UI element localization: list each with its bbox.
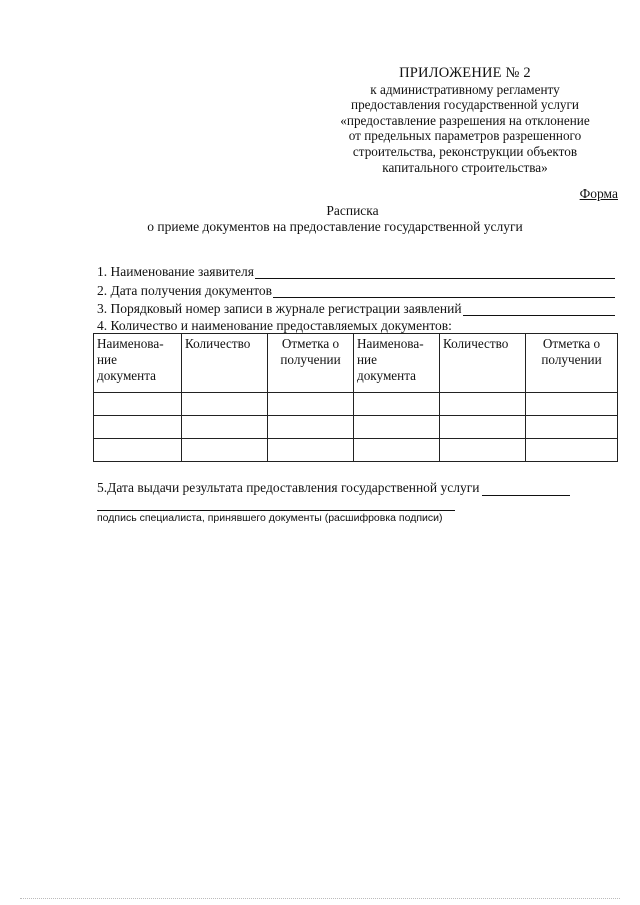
table-cell[interactable] [440, 439, 526, 462]
column-header: Наименова-ние документа [354, 334, 440, 393]
table-row [94, 393, 618, 416]
column-header: Количество [182, 334, 268, 393]
scan-artifact-divider [20, 898, 620, 903]
table-cell[interactable] [354, 393, 440, 416]
result-date-label: 5.Дата выдачи результата предоставления государственной услуги [97, 480, 480, 495]
table-row [94, 416, 618, 439]
table-cell[interactable] [440, 393, 526, 416]
appendix-line: строительства, реконструкции объектов [352, 143, 578, 159]
appendix-line: «предоставление разрешения на отклонение [340, 112, 590, 128]
table-cell[interactable] [182, 416, 268, 439]
applicant-input-line[interactable] [255, 266, 615, 279]
column-header: Отметка о получении [268, 334, 354, 393]
result-date-field[interactable] [97, 480, 621, 496]
appendix-header [310, 66, 620, 175]
applicant-label: 1. Наименование заявителя [97, 264, 254, 279]
column-header: Наименова-ние документа [94, 334, 182, 393]
appendix-line: к административному регламенту [370, 81, 560, 97]
document-title-block [0, 203, 640, 235]
appendix-line: капитального строительства» [382, 159, 548, 175]
appendix-title: ПРИЛОЖЕНИЕ № 2 [399, 65, 531, 81]
record-number-field[interactable] [97, 301, 615, 316]
form-label: Форма [579, 186, 618, 201]
table-cell[interactable] [94, 416, 182, 439]
record-number-label: 3. Порядковый номер записи в журнале регистрации заявлений [97, 301, 462, 316]
table-cell[interactable] [526, 439, 618, 462]
table-cell[interactable] [526, 393, 618, 416]
table-cell[interactable] [182, 439, 268, 462]
table-cell[interactable] [354, 416, 440, 439]
record-number-input-line[interactable] [463, 303, 615, 316]
table-cell[interactable] [94, 439, 182, 462]
signature-caption: подпись специалиста, принявшего документы (расшифровка подписи) [97, 512, 443, 524]
applicant-field[interactable] [97, 264, 615, 279]
document-title: Расписка [326, 203, 379, 218]
table-cell[interactable] [268, 393, 354, 416]
table-cell[interactable] [268, 416, 354, 439]
table-row [94, 439, 618, 462]
documents-label: 4. Количество и наименование предоставляемых документов: [97, 318, 452, 333]
date-received-field[interactable] [97, 283, 615, 298]
signature-line[interactable] [97, 510, 455, 511]
documents-field [97, 318, 615, 333]
table-cell[interactable] [182, 393, 268, 416]
table-header-row [94, 334, 618, 393]
documents-table [93, 333, 618, 462]
appendix-line: предоставления государственной услуги [351, 97, 579, 113]
result-date-input-line[interactable] [482, 483, 570, 496]
document-subtitle: о приеме документов на предоставление государственной услуги [147, 219, 523, 234]
date-received-input-line[interactable] [273, 285, 615, 298]
table-cell[interactable] [94, 393, 182, 416]
table-cell[interactable] [526, 416, 618, 439]
date-received-label: 2. Дата получения документов [97, 283, 273, 298]
table-cell[interactable] [268, 439, 354, 462]
column-header: Количество [440, 334, 526, 393]
table-cell[interactable] [354, 439, 440, 462]
column-header: Отметка о получении [526, 334, 618, 393]
appendix-line: от предельных параметров разрешенного [348, 128, 582, 144]
table-cell[interactable] [440, 416, 526, 439]
